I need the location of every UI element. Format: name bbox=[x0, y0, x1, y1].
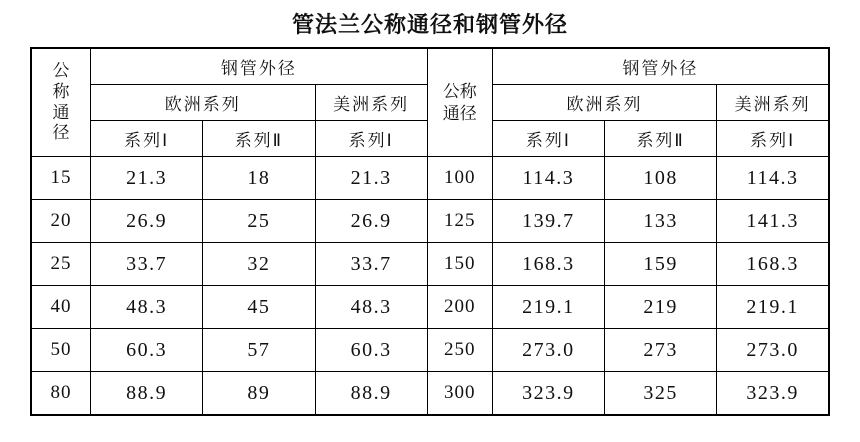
cell-eu1-right: 114.3 bbox=[492, 157, 604, 200]
cell-eu1-left: 21.3 bbox=[91, 157, 203, 200]
cell-eu2-left: 25 bbox=[203, 200, 315, 243]
cell-am1-left: 33.7 bbox=[315, 243, 427, 286]
cell-dn-right: 150 bbox=[427, 243, 492, 286]
cell-am1-left: 26.9 bbox=[315, 200, 427, 243]
cell-am1-right: 273.0 bbox=[717, 329, 829, 372]
cell-eu1-left: 48.3 bbox=[91, 286, 203, 329]
cell-dn-left: 50 bbox=[31, 329, 91, 372]
cell-eu2-left: 18 bbox=[203, 157, 315, 200]
cell-dn-right: 125 bbox=[427, 200, 492, 243]
cell-eu2-right: 273 bbox=[605, 329, 717, 372]
table-body bbox=[31, 157, 829, 416]
header-series-2-eu-right: 系列Ⅱ bbox=[605, 121, 717, 157]
cell-eu2-right: 159 bbox=[605, 243, 717, 286]
header-america-series-right: 美洲系列 bbox=[717, 85, 829, 121]
header-series-2-eu-left: 系列Ⅱ bbox=[203, 121, 315, 157]
header-dn-left-char-3: 通 bbox=[52, 102, 70, 122]
cell-eu1-left: 60.3 bbox=[91, 329, 203, 372]
header-outer-diameter-right: 钢管外径 bbox=[492, 48, 829, 85]
header-dn-right bbox=[427, 48, 492, 157]
cell-am1-right: 219.1 bbox=[717, 286, 829, 329]
header-dn-left bbox=[31, 48, 91, 157]
table-row bbox=[31, 243, 829, 286]
table-container bbox=[0, 47, 860, 416]
cell-eu2-right: 133 bbox=[605, 200, 717, 243]
cell-eu2-left: 32 bbox=[203, 243, 315, 286]
cell-eu1-left: 88.9 bbox=[91, 372, 203, 416]
header-series-1-eu-left: 系列Ⅰ bbox=[91, 121, 203, 157]
cell-eu2-left: 89 bbox=[203, 372, 315, 416]
cell-eu1-right: 273.0 bbox=[492, 329, 604, 372]
header-europe-series-left: 欧洲系列 bbox=[91, 85, 316, 121]
header-series-1-am-left: 系列Ⅰ bbox=[315, 121, 427, 157]
cell-eu1-left: 26.9 bbox=[91, 200, 203, 243]
pipe-flange-table bbox=[30, 47, 830, 416]
cell-eu1-right: 219.1 bbox=[492, 286, 604, 329]
cell-dn-left: 20 bbox=[31, 200, 91, 243]
header-outer-diameter-left: 钢管外径 bbox=[91, 48, 428, 85]
cell-eu2-right: 325 bbox=[605, 372, 717, 416]
header-dn-right-line-2: 通径 bbox=[442, 103, 477, 123]
header-dn-left-char-1: 公 bbox=[52, 61, 70, 81]
header-series-1-eu-right: 系列Ⅰ bbox=[492, 121, 604, 157]
header-dn-right-line-1: 公称 bbox=[442, 82, 477, 102]
header-dn-left-char-4: 径 bbox=[52, 123, 70, 143]
cell-dn-left: 40 bbox=[31, 286, 91, 329]
cell-dn-right: 250 bbox=[427, 329, 492, 372]
table-header bbox=[31, 48, 829, 157]
cell-am1-left: 48.3 bbox=[315, 286, 427, 329]
cell-eu1-right: 168.3 bbox=[492, 243, 604, 286]
cell-eu1-left: 33.7 bbox=[91, 243, 203, 286]
cell-dn-left: 80 bbox=[31, 372, 91, 416]
cell-am1-left: 21.3 bbox=[315, 157, 427, 200]
cell-eu2-right: 108 bbox=[605, 157, 717, 200]
cell-dn-right: 100 bbox=[427, 157, 492, 200]
table-row bbox=[31, 329, 829, 372]
header-america-series-left: 美洲系列 bbox=[315, 85, 427, 121]
cell-am1-right: 141.3 bbox=[717, 200, 829, 243]
cell-dn-right: 300 bbox=[427, 372, 492, 416]
header-row-1 bbox=[31, 48, 829, 85]
header-dn-left-char-2: 称 bbox=[52, 81, 70, 101]
table-row bbox=[31, 157, 829, 200]
cell-am1-right: 114.3 bbox=[717, 157, 829, 200]
cell-am1-right: 323.9 bbox=[717, 372, 829, 416]
page-title: 管法兰公称通径和钢管外径 bbox=[291, 12, 568, 37]
cell-am1-right: 168.3 bbox=[717, 243, 829, 286]
table-row bbox=[31, 372, 829, 416]
cell-eu1-right: 323.9 bbox=[492, 372, 604, 416]
cell-eu2-left: 45 bbox=[203, 286, 315, 329]
table-row bbox=[31, 286, 829, 329]
header-europe-series-right: 欧洲系列 bbox=[492, 85, 717, 121]
cell-eu2-right: 219 bbox=[605, 286, 717, 329]
cell-dn-right: 200 bbox=[427, 286, 492, 329]
cell-am1-left: 88.9 bbox=[315, 372, 427, 416]
table-row bbox=[31, 200, 829, 243]
cell-dn-left: 15 bbox=[31, 157, 91, 200]
cell-dn-left: 25 bbox=[31, 243, 91, 286]
cell-eu1-right: 139.7 bbox=[492, 200, 604, 243]
cell-eu2-left: 57 bbox=[203, 329, 315, 372]
cell-am1-left: 60.3 bbox=[315, 329, 427, 372]
header-series-1-am-right: 系列Ⅰ bbox=[717, 121, 829, 157]
